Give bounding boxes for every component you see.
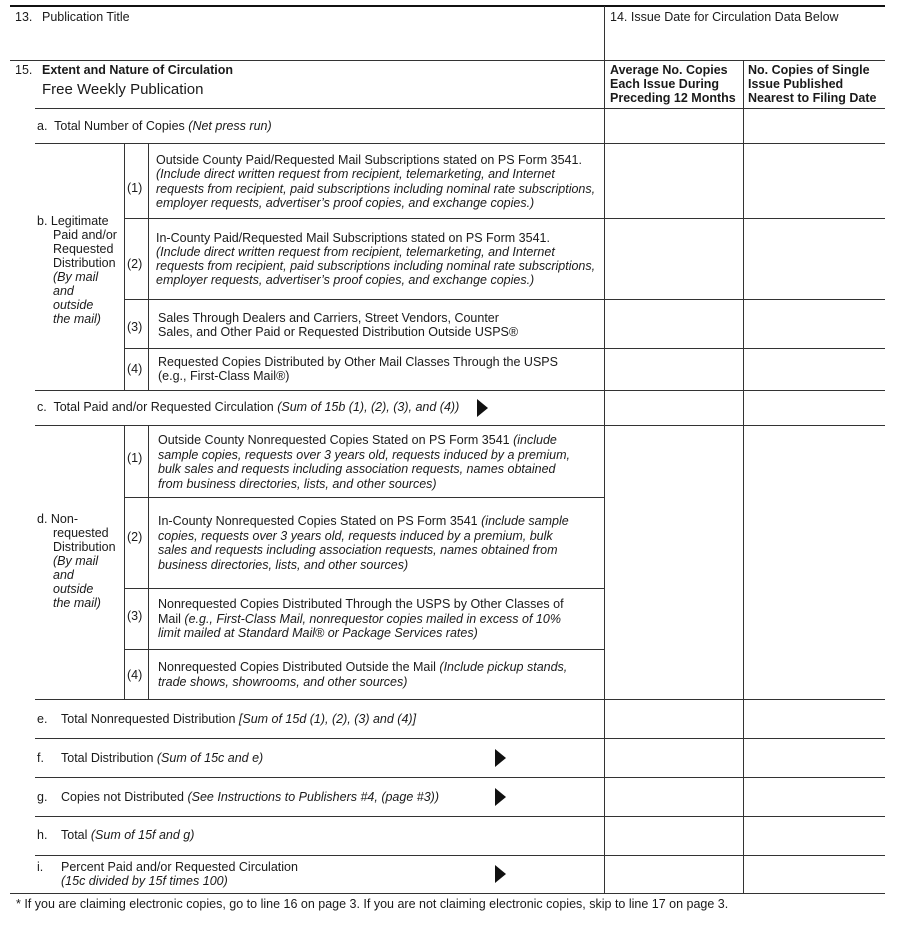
row-c-arrow-icon bbox=[477, 399, 488, 417]
row-b-group-label-4: Distribution bbox=[53, 256, 116, 270]
row-e-note: [Sum of 15d (1), (2), (3) and (4)] bbox=[238, 712, 417, 726]
row-h-note: (Sum of 15f and g) bbox=[90, 828, 195, 842]
row-d2-num: (2) bbox=[127, 530, 143, 544]
row-f-note: (Sum of 15c and e) bbox=[156, 751, 264, 765]
rule-a-top bbox=[35, 108, 885, 109]
item15-num: 15. bbox=[15, 63, 33, 77]
rule-bottom bbox=[10, 893, 885, 894]
row-b1-note-2: requests from recipient, paid subscriptions including nominal rate subscriptions, bbox=[156, 182, 596, 196]
col-single-line2: Issue Published bbox=[748, 77, 844, 91]
item15-label: Extent and Nature of Circulation bbox=[42, 63, 233, 77]
row-d3-num: (3) bbox=[127, 609, 143, 623]
rule-f-top bbox=[35, 738, 885, 739]
row-d-group-label-3: Distribution bbox=[53, 540, 116, 554]
row-b1-text: Outside County Paid/Requested Mail Subscriptions stated on PS Form 3541. bbox=[156, 153, 582, 167]
row-b4-text-1: Requested Copies Distributed by Other Mail Classes Through the USPS bbox=[158, 355, 558, 369]
row-b2-text: In-County Paid/Requested Mail Subscriptions stated on PS Form 3541. bbox=[156, 231, 550, 245]
rule-c-top bbox=[35, 390, 885, 391]
row-g-arrow-icon bbox=[495, 788, 506, 806]
row-d2-text bbox=[158, 514, 583, 572]
rule-b2-top bbox=[124, 218, 885, 219]
row-g-note: (See Instructions to Publishers #4, (page #3)) bbox=[187, 790, 439, 804]
row-b2-num: (2) bbox=[127, 257, 143, 271]
row-d4-main: Nonrequested Copies Distributed Outside the Mail bbox=[158, 660, 436, 674]
row-i-label: Percent Paid and/or Requested Circulation bbox=[61, 860, 298, 874]
rule-b4-top bbox=[124, 348, 885, 349]
row-b1-note-1: (Include direct written request from recipient, telemarketing, and Internet bbox=[156, 167, 555, 181]
row-f-letter: f. bbox=[37, 751, 44, 765]
row-g bbox=[61, 790, 439, 805]
col-divider-avg bbox=[604, 6, 605, 893]
row-d3-note: (e.g., First-Class Mail, nonrequestor copies mailed in excess of 10% limit mailed at Standard Mail® or Package Services rates) bbox=[158, 611, 561, 640]
row-b1-num: (1) bbox=[127, 181, 143, 195]
row-d-group-note-4: the mail) bbox=[53, 596, 101, 610]
row-b3-num: (3) bbox=[127, 320, 143, 334]
row-b-group-label-3: Requested bbox=[53, 242, 114, 256]
item13-num: 13. bbox=[15, 10, 33, 24]
rule-i-top bbox=[35, 855, 885, 856]
row-d1-main: Outside County Nonrequested Copies Stated on PS Form 3541 bbox=[158, 433, 510, 447]
col-avg-line3: Preceding 12 Months bbox=[610, 91, 736, 105]
row-d-group-note-1: (By mail bbox=[53, 554, 99, 568]
row-a-letter: a. bbox=[37, 119, 48, 133]
footnote: * If you are claiming electronic copies, go to line 16 on page 3. If you are not claiming electronic copies, skip to line 17 on page 3. bbox=[16, 897, 729, 911]
col-divider-single bbox=[743, 60, 744, 893]
row-d1-num: (1) bbox=[127, 451, 143, 465]
row-d1-note: (include sample copies, requests over 3 years old, requests induced by a premium, bulk sales and requests including association requests, names obtained from business directories, lists, and other sources) bbox=[158, 433, 571, 491]
row-d1-text bbox=[158, 433, 583, 491]
row-b2-note-1: (Include direct written request from recipient, telemarketing, and Internet bbox=[156, 245, 555, 259]
col-single-line3: Nearest to Filing Date bbox=[748, 91, 877, 105]
row-c bbox=[37, 400, 459, 415]
row-c-label: Total Paid and/or Requested Circulation bbox=[53, 400, 274, 414]
row-a-label: Total Number of Copies bbox=[54, 119, 185, 133]
row-b-group-label-2: Paid and/or bbox=[53, 228, 117, 242]
b-num-right bbox=[148, 143, 149, 390]
row-d-group-note-3: outside bbox=[53, 582, 94, 596]
rule-b-top bbox=[35, 143, 885, 144]
row-b3-text-2: Sales, and Other Paid or Requested Distribution Outside USPS® bbox=[158, 325, 519, 339]
row-h bbox=[61, 828, 194, 843]
publication-type: Free Weekly Publication bbox=[42, 81, 204, 98]
row-i-arrow-icon bbox=[495, 865, 506, 883]
row-i-letter: i. bbox=[37, 860, 44, 874]
row-d3-text bbox=[158, 597, 578, 641]
col-avg-line2: Each Issue During bbox=[610, 77, 720, 91]
row-c-note: (Sum of 15b (1), (2), (3), and (4)) bbox=[277, 400, 460, 414]
row-a-note: (Net press run) bbox=[188, 119, 272, 133]
row-f bbox=[61, 751, 263, 766]
row-d2-note: (include sample copies, requests over 3 years old, requests induced by a premium, bulk sales and requests including association requests, names obtained from business directories, lists, and other sources) bbox=[158, 514, 569, 572]
row-e-label: Total Nonrequested Distribution bbox=[61, 712, 236, 726]
rule-d2-top bbox=[124, 497, 604, 498]
item13-label: Publication Title bbox=[42, 10, 130, 24]
row-i-note: (15c divided by 15f times 100) bbox=[61, 874, 228, 888]
row-d2-main: In-County Nonrequested Copies Stated on PS Form 3541 bbox=[158, 514, 478, 528]
row-d4-text bbox=[158, 660, 583, 689]
rule-e-top bbox=[35, 699, 885, 700]
rule-h-top bbox=[35, 816, 885, 817]
row-f-label: Total Distribution bbox=[61, 751, 154, 765]
row-b-group-label-1: b. Legitimate bbox=[37, 214, 109, 228]
row-d3-main: Nonrequested Copies Distributed Through the USPS by Other Classes of Mail bbox=[158, 597, 564, 626]
row-b-group-note-4: the mail) bbox=[53, 312, 101, 326]
rule-15-top bbox=[10, 60, 885, 61]
rule-g-top bbox=[35, 777, 885, 778]
row-e-letter: e. bbox=[37, 712, 48, 726]
col-avg-line1: Average No. Copies bbox=[610, 63, 728, 77]
rule-d3-top bbox=[124, 588, 604, 589]
col-single-line1: No. Copies of Single bbox=[748, 63, 870, 77]
rule-d-top bbox=[35, 425, 885, 426]
d-num-right bbox=[148, 425, 149, 699]
row-b3-text-1: Sales Through Dealers and Carriers, Street Vendors, Counter bbox=[158, 311, 499, 325]
row-f-arrow-icon bbox=[495, 749, 506, 767]
row-a bbox=[37, 119, 272, 134]
row-e bbox=[61, 712, 416, 727]
row-d4-num: (4) bbox=[127, 668, 143, 682]
b-num-left bbox=[124, 143, 125, 390]
row-g-label: Copies not Distributed bbox=[61, 790, 184, 804]
item14-label: 14. Issue Date for Circulation Data Below bbox=[610, 10, 839, 24]
row-b2-note-3: employer requests, advertiser’s proof copies, and exchange copies.) bbox=[156, 273, 535, 287]
d-num-left bbox=[124, 425, 125, 699]
row-b-group-note-1: (By mail bbox=[53, 270, 99, 284]
row-b-group-note-3: outside bbox=[53, 298, 94, 312]
row-b-group-note-2: and bbox=[53, 284, 74, 298]
row-b2-note-2: requests from recipient, paid subscriptions including nominal rate subscriptions, bbox=[156, 259, 596, 273]
row-d4-note: (Include pickup stands, trade shows, showrooms, and other sources) bbox=[158, 660, 568, 689]
row-d-group-note-2: and bbox=[53, 568, 74, 582]
row-b4-num: (4) bbox=[127, 362, 143, 376]
row-h-letter: h. bbox=[37, 828, 48, 842]
row-g-letter: g. bbox=[37, 790, 48, 804]
row-b1-note-3: employer requests, advertiser’s proof copies, and exchange copies.) bbox=[156, 196, 535, 210]
top-border bbox=[10, 5, 885, 7]
rule-b3-top bbox=[124, 299, 885, 300]
row-c-letter: c. bbox=[37, 400, 47, 414]
row-h-label: Total bbox=[61, 828, 88, 842]
row-d-group-label-2: requested bbox=[53, 526, 109, 540]
row-b4-text-2: (e.g., First-Class Mail®) bbox=[158, 369, 290, 383]
row-d-group-label-1: d. Non- bbox=[37, 512, 78, 526]
rule-d4-top bbox=[124, 649, 604, 650]
